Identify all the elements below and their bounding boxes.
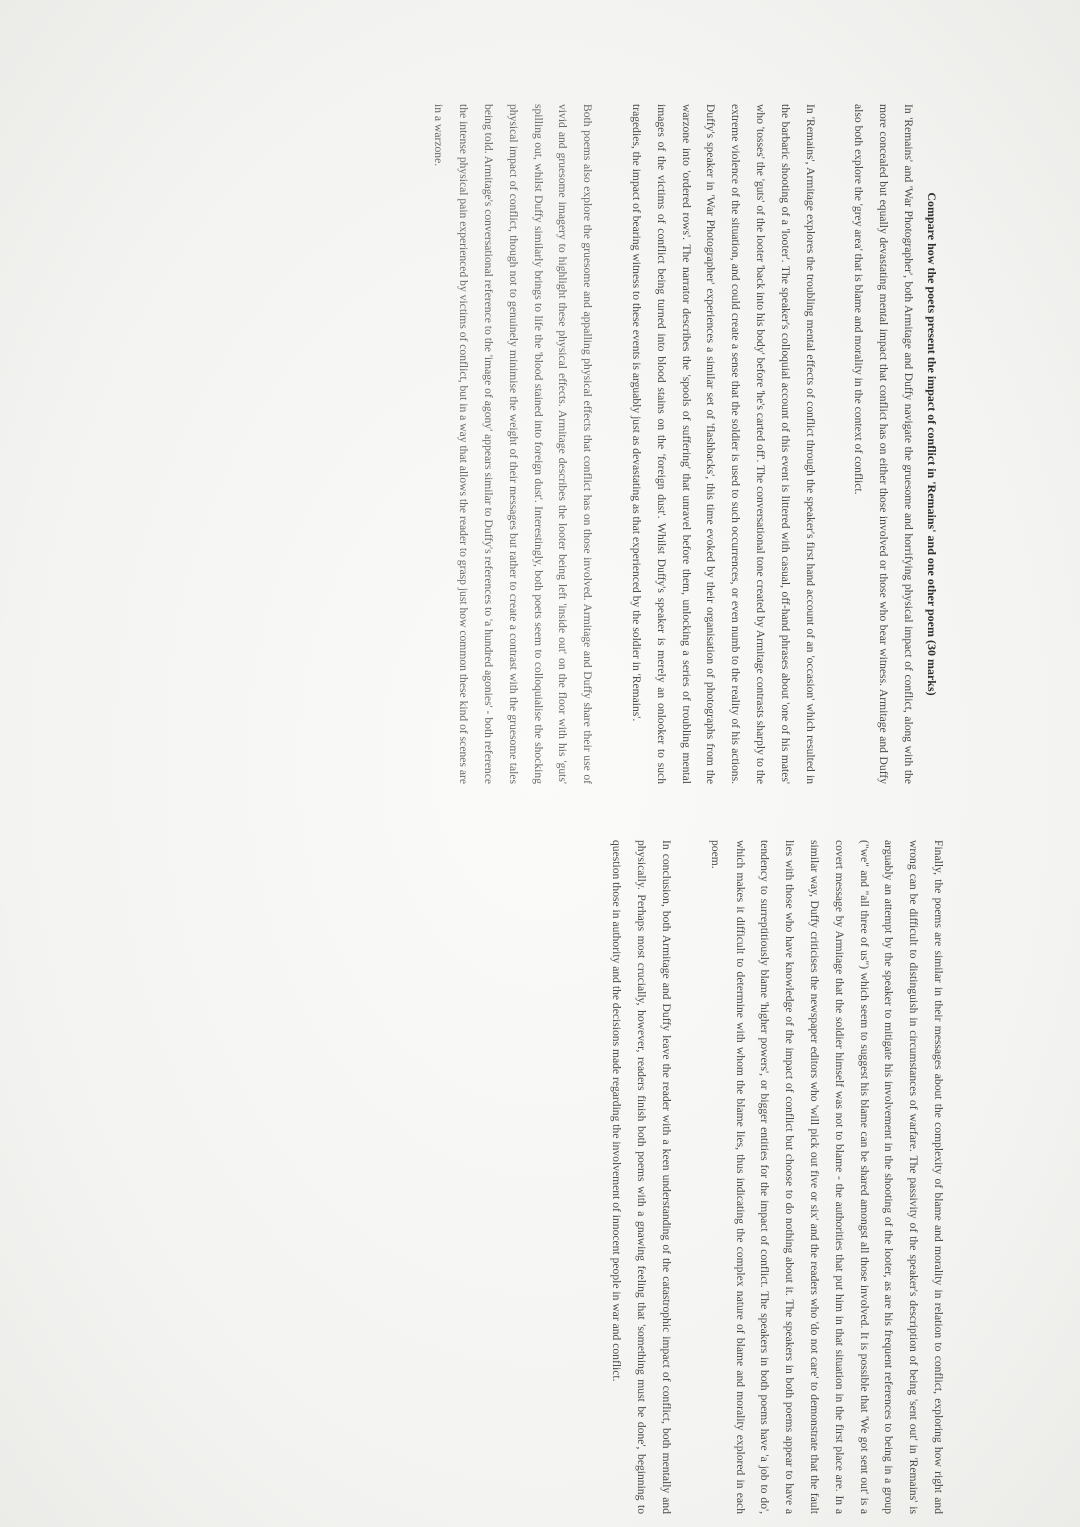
- left-column: [402, 104, 944, 784]
- intro-paragraph: In 'Remains' and 'War Photographer', both Armitage and Duffy navigate the gruesome and horrifying physical impact of conflict, along with the more concealed but equally devastating mental impact that conflict has on either those involved or those who bear witness. Armitage and Duffy also both explore the 'grey area' that is blame and morality in the context of conflict.: [852, 104, 915, 784]
- conclusion-paragraph: In conclusion, both Armitage and Duffy leave the reader with a keen understanding of the catastrophic impact of conflict, both mentally and physically. Perhaps most crucially, however, readers finish both poems with a gnawing feeling that 'something must be done', beginning to question those in authority and the decisions made regarding the involvement of innocent people in war and conflict.: [610, 840, 674, 1514]
- essay-question-title: Compare how the poets present the impact of conflict in 'Remains' and one other poem (30 marks): [925, 192, 939, 696]
- physical-impact-paragraph: Both poems also explore the gruesome and appalling physical effects that conflict has on those involved. Armitage and Duffy share their use of vivid and gruesome imagery to highlight these physical effects. Armitage describes the looter being left 'inside out' on the floor with his 'guts' spilling out, whilst Duffy similarly brings to life the 'blood stained into foreign dust'. Interestingly, both poets seem to colloquialise the shocking physical impact of conflict, though not to genuinely minimise the weight of their messages but rather to create a contrast with the gruesome tales being told. Armitage's conversational reference to the 'image of agony' appears similar to Duffy's references to 'a hundred agonies' - both reference the intense physical pain experienced by victims of conflict, but in a way that allows the reader to grasp just how common these kind of scenes are in a warzone.: [432, 104, 595, 784]
- right-column: [580, 840, 950, 1514]
- mental-impact-paragraph: In 'Remains', Armitage explores the troubling mental effects of conflict through the speaker's first hand account of an 'occasion' which resulted in the barbaric shooting of a 'looter'. The speaker's colloquial account of this event is littered with casual, off-hand phrases about 'one of his mates' who 'tosses' the 'guts' of the looter 'back into his body' before 'he's carted off'. The conversational tone created by Armitage contrasts sharply to the extreme violence of the situation, and could create a sense that the soldier is used to such occurrences, or even numb to the reality of his actions. Duffy's speaker in 'War Photographer' experiences a similar set of 'flashbacks', this time evoked by their organisation of photographs from the warzone into 'ordered rows'. The narrator describes the 'spools of suffering' that unravel before them, unlocking a series of troubling mental images of the victims of conflict being turned into blood stains on the 'foreign dust'. Whilst Duffy's speaker is merely an onlooker to such tragedies, the impact of bearing witness to these events is arguably just as devastating as that experienced by the soldier in 'Remains'.: [630, 104, 817, 784]
- blame-morality-paragraph: Finally, the poems are similar in their messages about the complexity of blame and morality in relation to conflict, exploring how right and wrong can be difficult to distinguish in circumstances of warfare. The passivity of the speaker's description of being 'sent out' in 'Remains' is arguably an attempt by the speaker to mitigate his involvement in the shooting of the looter, as are his frequent references to being in a group ("we" and "all three of us") which seem to suggest his blame can be shared amongst all those involved. It is possible that 'We got sent out' is a covert message by Armitage that the soldier himself was not to blame - the authorities that put him in that situation in the first place are. In a similar way, Duffy criticises the newspaper editors who 'will pick out five or six' and the readers who 'do not care' to demonstrate that the fault lies with those who have knowledge of the impact of conflict but choose to do nothing about it. The speakers in both poems appear to have a tendency to surreptitiously blame 'higher powers', or bigger entities for the impact of conflict. The speakers in both poems have 'a job to do', which makes it difficult to determine with whom the blame lies, thus indicating the complex nature of blame and morality explored in each poem.: [708, 840, 945, 1514]
